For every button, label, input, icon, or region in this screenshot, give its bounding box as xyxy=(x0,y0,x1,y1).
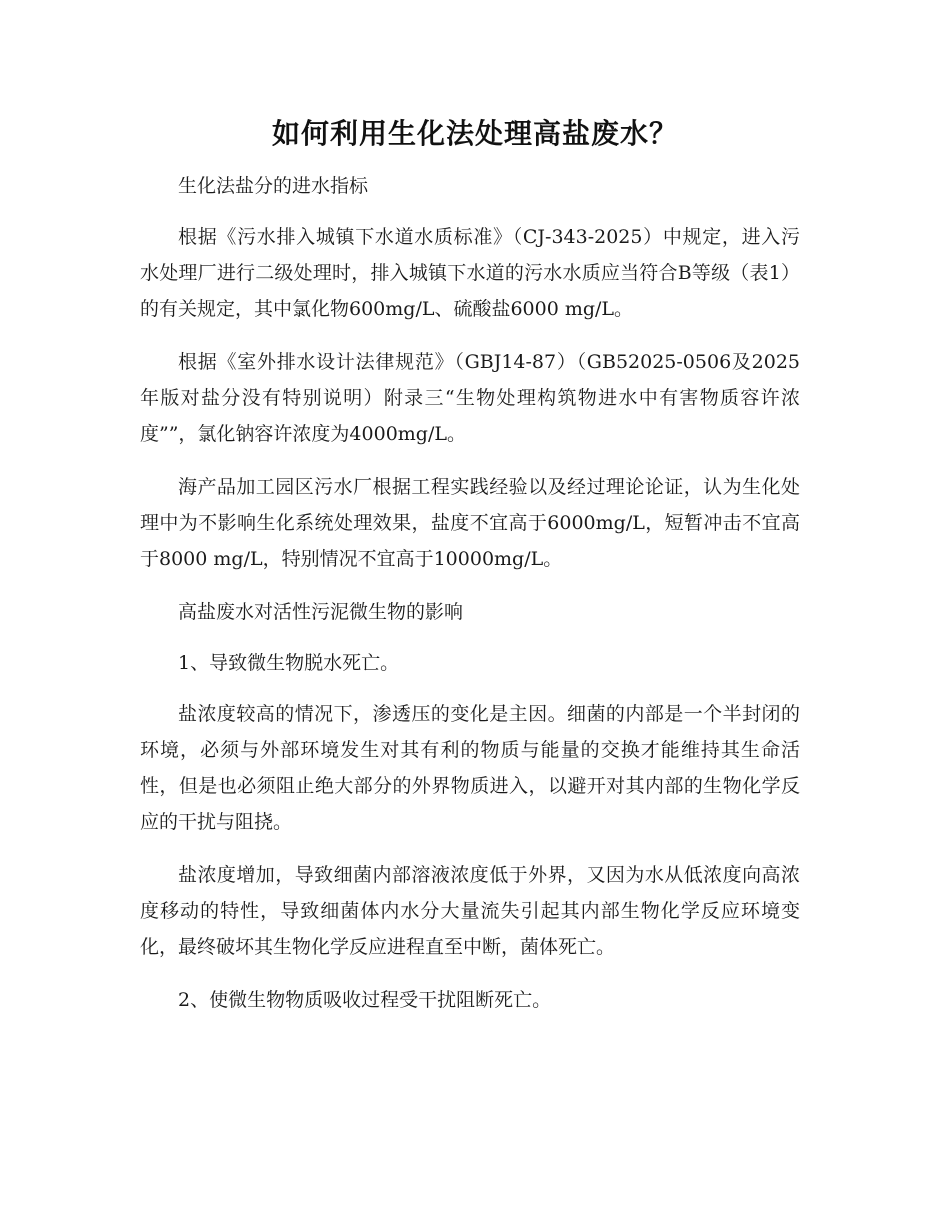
body-paragraph: 根据《室外排水设计法律规范》（GBJ14-87）（GB52025-0506及2025年版对盐分没有特别说明）附录三“生物处理构筑物进水中有害物质容许浓度””，氯化钠容许浓度为4000mg/L。 xyxy=(140,351,800,445)
section-heading: 生化法盐分的进水指标 xyxy=(178,175,369,197)
body-paragraph: 根据《污水排入城镇下水道水质标准》（CJ-343-2025）中规定，进入污水处理厂进行二级处理时，排入城镇下水道的污水水质应当符合B等级（表1）的有关规定，其中氯化物600mg/L、硫酸盐6000 mg/L。 xyxy=(140,226,800,320)
document-body xyxy=(140,168,800,1033)
body-paragraph: 海产品加工园区污水厂根据工程实践经验以及经过理论论证，认为生化处理中为不影响生化系统处理效果，盐度不宜高于6000mg/L，短暂冲击不宜高于8000 mg/L，特别情况不宜高于10000mg/L。 xyxy=(140,476,800,570)
list-item-heading: 2、使微生物物质吸收过程受干扰阻断死亡。 xyxy=(178,989,552,1011)
body-paragraph: 盐浓度较高的情况下，渗透压的变化是主因。细菌的内部是一个半封闭的环境，必须与外部环境发生对其有利的物质与能量的交换才能维持其生命活性，但是也必须阻止绝大部分的外界物质进入，以避开对其内部的生物化学反应的干扰与阻挠。 xyxy=(140,703,800,833)
document-title: 如何利用生化法处理高盐废水？ xyxy=(271,117,678,150)
section-heading: 高盐废水对活性污泥微生物的影响 xyxy=(178,601,464,623)
list-item-heading: 1、导致微生物脱水死亡。 xyxy=(178,652,400,674)
body-paragraph: 盐浓度增加，导致细菌内部溶液浓度低于外界，又因为水从低浓度向高浓度移动的特性，导致细菌体内水分大量流失引起其内部生物化学反应环境变化，最终破坏其生物化学反应进程直至中断，菌体死亡。 xyxy=(140,864,800,958)
